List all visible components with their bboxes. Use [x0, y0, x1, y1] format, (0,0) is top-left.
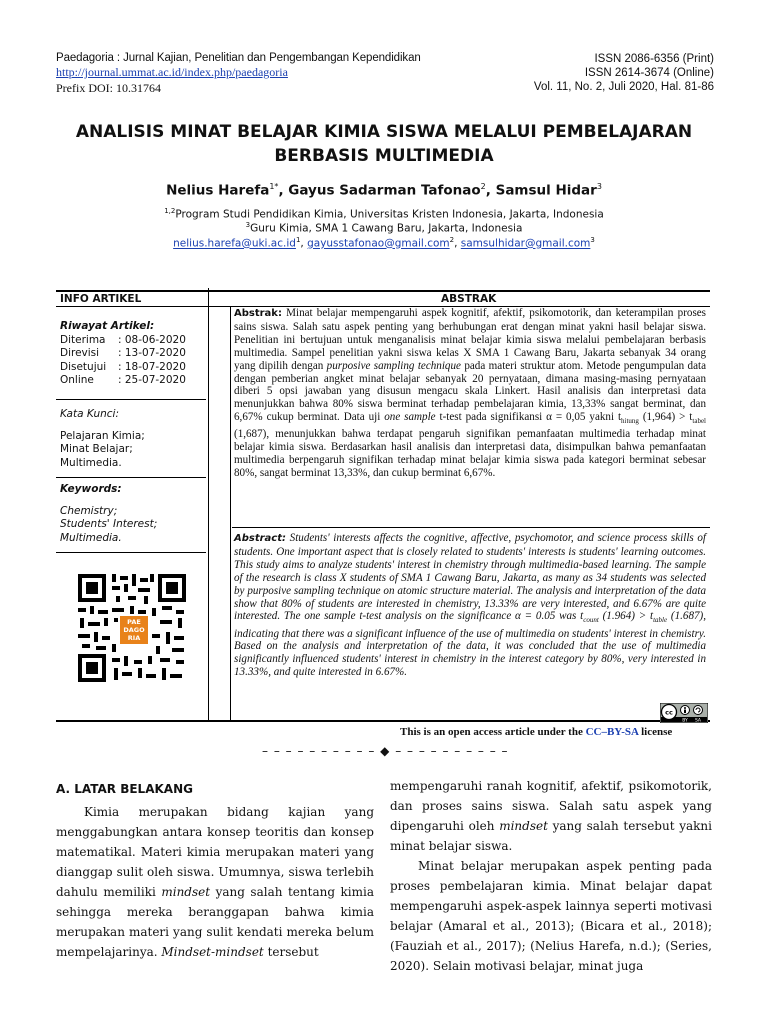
column-divider [208, 288, 209, 721]
abstract-divider-rule [232, 527, 710, 528]
body-text: Kimia merupakan bidang kajian yang menggabungkan antara konsep teoritis dan konsep matematikal. Materi kimia merupakan materi yang dianggap sulit oleh siswa. Umumnya, siswa terlebih dahulu memiliki [56, 805, 374, 899]
license-link[interactable]: CC–BY-SA [585, 726, 639, 738]
email-2-sup: 2 [449, 236, 455, 244]
kata-kunci-item: Pelajaran Kimia; [60, 429, 145, 442]
history-key: Direvisi [60, 347, 100, 359]
email-list: $nelius.harefa@uki.ac.id^1$, gayusstafonao@gmail.com$^2$, samsulhidar@gmail.com$^3$ [173, 236, 595, 250]
email-1-sup: 1 [295, 236, 301, 244]
abstract-left-rule [230, 306, 231, 721]
badge-sa: SA [694, 718, 702, 723]
abstrak-subscript: hitung [621, 417, 639, 426]
abstrak-text: pada materi struktur atom. Metode pengumpulan data dengan pemberian angket minat belajar sebanyak 20 pernyataan, dimana masing-masing pernyataan diberi 5 opsi jawaban yang disusun mengacu skala Linkert. Hasil analisis dan interpretasi data menunjukkan bahwa 80% siswa berminat terhadap pembelajaran kimia, 13,33% sangat berminat, dan 6,67% cukup berminat. Data uji [234, 359, 707, 424]
abstrak-label: Abstrak: [234, 308, 282, 319]
history-key: Disetujui [60, 360, 107, 373]
abstract-subscript: table [653, 616, 668, 625]
email-3-sup: 3 [590, 236, 595, 244]
qr-code-icon [76, 572, 188, 684]
history-value: : 25-07-2020 [118, 374, 186, 386]
qr-logo-line: DAGO [123, 626, 145, 634]
history-row [60, 347, 206, 361]
kata-kunci-block [60, 408, 206, 470]
abstract-text: Students' interests affects the cognitive, affective, psychomotor, and science process skills of students. One important aspect that is closely related to students' interests is students' learning outcomes. This study aims to analyze students' interest in chemistry through multimedia-based learning. The sample of the research is class X students of SMA 1 Cawang Baru, Jakarta, as many as 34 students was selected by purposive sampling technique on atomic structure material. The analysis and interpretation of the data show that 80% of students are interested in chemistry, 13.33% are very interested, and 6.67% are quite interested. The one sample t-test analysis on the significance α = 0.05 was t [234, 532, 706, 623]
paper-title [40, 120, 728, 168]
article-history [60, 320, 206, 388]
author-1-sup: 1* [269, 182, 279, 191]
qr-logo-line: PAE [127, 618, 141, 626]
history-value: : 18-07-2020 [118, 360, 186, 373]
cc-by-sa-badge-icon[interactable] [660, 703, 708, 723]
history-value: : 08-06-2020 [118, 333, 186, 346]
journal-url-link[interactable]: http://journal.ummat.ac.id/index.php/paedagoria [56, 65, 288, 79]
doi-prefix: Prefix DOI: 10.31764 [56, 81, 161, 95]
email-link-1[interactable]: nelius.harefa@uki.ac.id [173, 237, 296, 250]
keywords-label: Keywords: [60, 483, 122, 495]
keyword-item: Chemistry; [60, 504, 118, 517]
abstract-label: Abstract: [234, 533, 287, 544]
section-separator: – – – – – – – – – – ◆ – – – – – – – – – – [262, 744, 509, 758]
abstrak-heading: ABSTRAK [441, 293, 497, 305]
history-row [60, 334, 206, 348]
info-artikel-heading: INFO ARTIKEL [60, 293, 142, 305]
section-title: A. LATAR BELAKANG [56, 782, 193, 796]
author-3-sup: 3 [596, 182, 602, 191]
history-row [60, 374, 206, 388]
body-text: yang salah tentang kimia sehingga mereka beranggapan bahwa kimia merupakan materi yang sulit kendati mereka belum mempelajarinya. [56, 885, 374, 959]
journal-header [56, 52, 421, 96]
abstrak-text: t-test pada signifikansi α = 0,05 yakni t [435, 411, 622, 424]
affiliation-1-sup: 1,2 [164, 207, 176, 215]
affiliation-1-text: Program Studi Pendidikan Kimia, Universitas Kristen Indonesia, Jakarta, Indonesia [175, 208, 604, 221]
keywords-block [60, 483, 206, 545]
abstrak-text: Minat belajar mempengaruhi aspek kognitif, afektif, psikomotorik, dan keterampilan proses sains siswa. Salah satu aspek penting yang berhubungan erat dengan minat yakni hasil belajar siswa. Penelitian ini bertujuan untuk menganalisis minat belajar kimia siswa melalui pembelajaran berbasis multimedia. Sampel penelitian yakni siswa kelas X SMA 1 Cawang Baru, Jakarta sebanyak 34 orang yang dipilih dengan [234, 307, 706, 372]
history-value: : 13-07-2020 [118, 347, 186, 359]
svg-text:cc: cc [665, 708, 673, 717]
table-top-rule [56, 290, 710, 292]
volume-info: Vol. 11, No. 2, Juli 2020, Hal. 81-86 [533, 81, 714, 93]
history-key: Diterima [60, 333, 106, 346]
abstrak-italic: purposive sampling technique [326, 359, 461, 372]
abstrak-text: (1,964) > t [638, 411, 693, 424]
title-line-2: BERBASIS MULTIMEDIA [274, 146, 494, 166]
affiliation-2-sup: 3 [245, 221, 251, 229]
body-text: mempengaruhi ranah kognitif, afektif, psikomotorik, dan proses sains siswa. Salah satu aspek yang dipengaruhi oleh [390, 779, 712, 833]
abstrak-italic: one sample [384, 411, 436, 424]
issn-print: ISSN 2086-6356 (Print) [594, 53, 714, 65]
license-suffix: license [638, 726, 673, 738]
keyword-item: Multimedia. [60, 531, 122, 544]
body-paragraph: Minat belajar merupakan aspek penting pada proses pembelajaran kimia. Minat belajar dapat mempengaruhi aspek-aspek lainnya seperti motivasi belajar (Amaral et al., 2013); (Bicara et al., 2018); (Fauziah et al., 2017); (Nelius Harefa, n.d.); (Series, 2020). Selain motivasi belajar, minat juga [390, 859, 712, 973]
author-3: , Samsul Hidar [485, 182, 597, 199]
history-label: Riwayat Artikel: [60, 320, 155, 332]
abstract-text: (1.687), indicating that there was a significant influence of the use of multimedia on students' interest in chemistry. Based on the analysis and interpretation of the data, it was concluded that the use of multimedia significantly influenced students' interest in chemistry in the interest category by 80%, very interested in 13.33%, and quite interested in 6.67%. [234, 610, 706, 679]
abstrak-paragraph [234, 307, 706, 480]
qr-logo-line: RIA [127, 634, 141, 642]
info-rule-2 [56, 477, 206, 478]
abstract-text: (1.964) > t [598, 610, 654, 623]
kata-kunci-item: Multimedia. [60, 456, 122, 469]
license-line [400, 726, 672, 738]
body-paragraph [390, 776, 712, 856]
kata-kunci-label: Kata Kunci: [60, 408, 119, 420]
history-row [60, 361, 206, 375]
license-prefix: This is an open access article under the [400, 726, 586, 738]
body-text: yang salah tersebut yakni minat belajar siswa. [390, 819, 712, 853]
body-text: tersebut [263, 945, 319, 959]
author-2: , Gayus Sadarman Tafonao [278, 182, 481, 199]
body-italic: Mindset-mindset [161, 945, 264, 959]
affiliation-2-text: Guru Kimia, SMA 1 Cawang Baru, Jakarta, Indonesia [250, 222, 523, 235]
issn-online: ISSN 2614-3674 (Online) [584, 67, 714, 79]
author-list [40, 182, 728, 199]
issn-block [534, 52, 714, 94]
info-rule-3 [56, 552, 206, 553]
abstrak-text: (1,687), menunjukkan bahwa terdapat pengaruh signifikan pemanfaatan multimedia terhadap minat belajar kimia siswa. Berdasarkan hasil analisis dan interpretasi data, disimpulkan bahwa pemanfaatan multimedia berpengaruh signifikan terhadap minat belajar kimia siswa pada kategori berminat sebesar 80%, sangat berminat 13,33%, dan cukup berminat 6,67%. [234, 428, 706, 480]
affiliation-1 [40, 207, 728, 221]
body-right-column [390, 776, 712, 976]
author-2-sup: 2 [480, 182, 486, 191]
affiliation-2 [40, 221, 728, 235]
journal-name: Paedagoria : Jurnal Kajian, Penelitian dan Pengembangan Kependidikan [56, 52, 421, 64]
keyword-item: Students' Interest; [60, 518, 158, 530]
table-bottom-rule [56, 720, 710, 722]
body-left-column [56, 802, 374, 962]
body-italic: mindset [161, 885, 211, 899]
badge-by: BY [682, 718, 688, 723]
author-1: Nelius Harefa [166, 182, 270, 199]
abstract-paragraph [234, 532, 706, 679]
title-line-1: ANALISIS MINAT BELAJAR KIMIA SISWA MELALUI PEMBELAJARAN [75, 122, 693, 142]
body-italic: mindset [499, 819, 548, 833]
abstract-subscript: count [583, 616, 599, 625]
info-rule-1 [56, 399, 206, 400]
abstrak-subscript: tabel [692, 417, 706, 426]
kata-kunci-item: Minat Belajar; [60, 443, 133, 455]
email-link-2[interactable]: gayusstafonao@gmail.com [307, 237, 450, 250]
email-link-3[interactable]: samsulhidar@gmail.com [460, 237, 591, 250]
history-key: Online [60, 374, 94, 386]
